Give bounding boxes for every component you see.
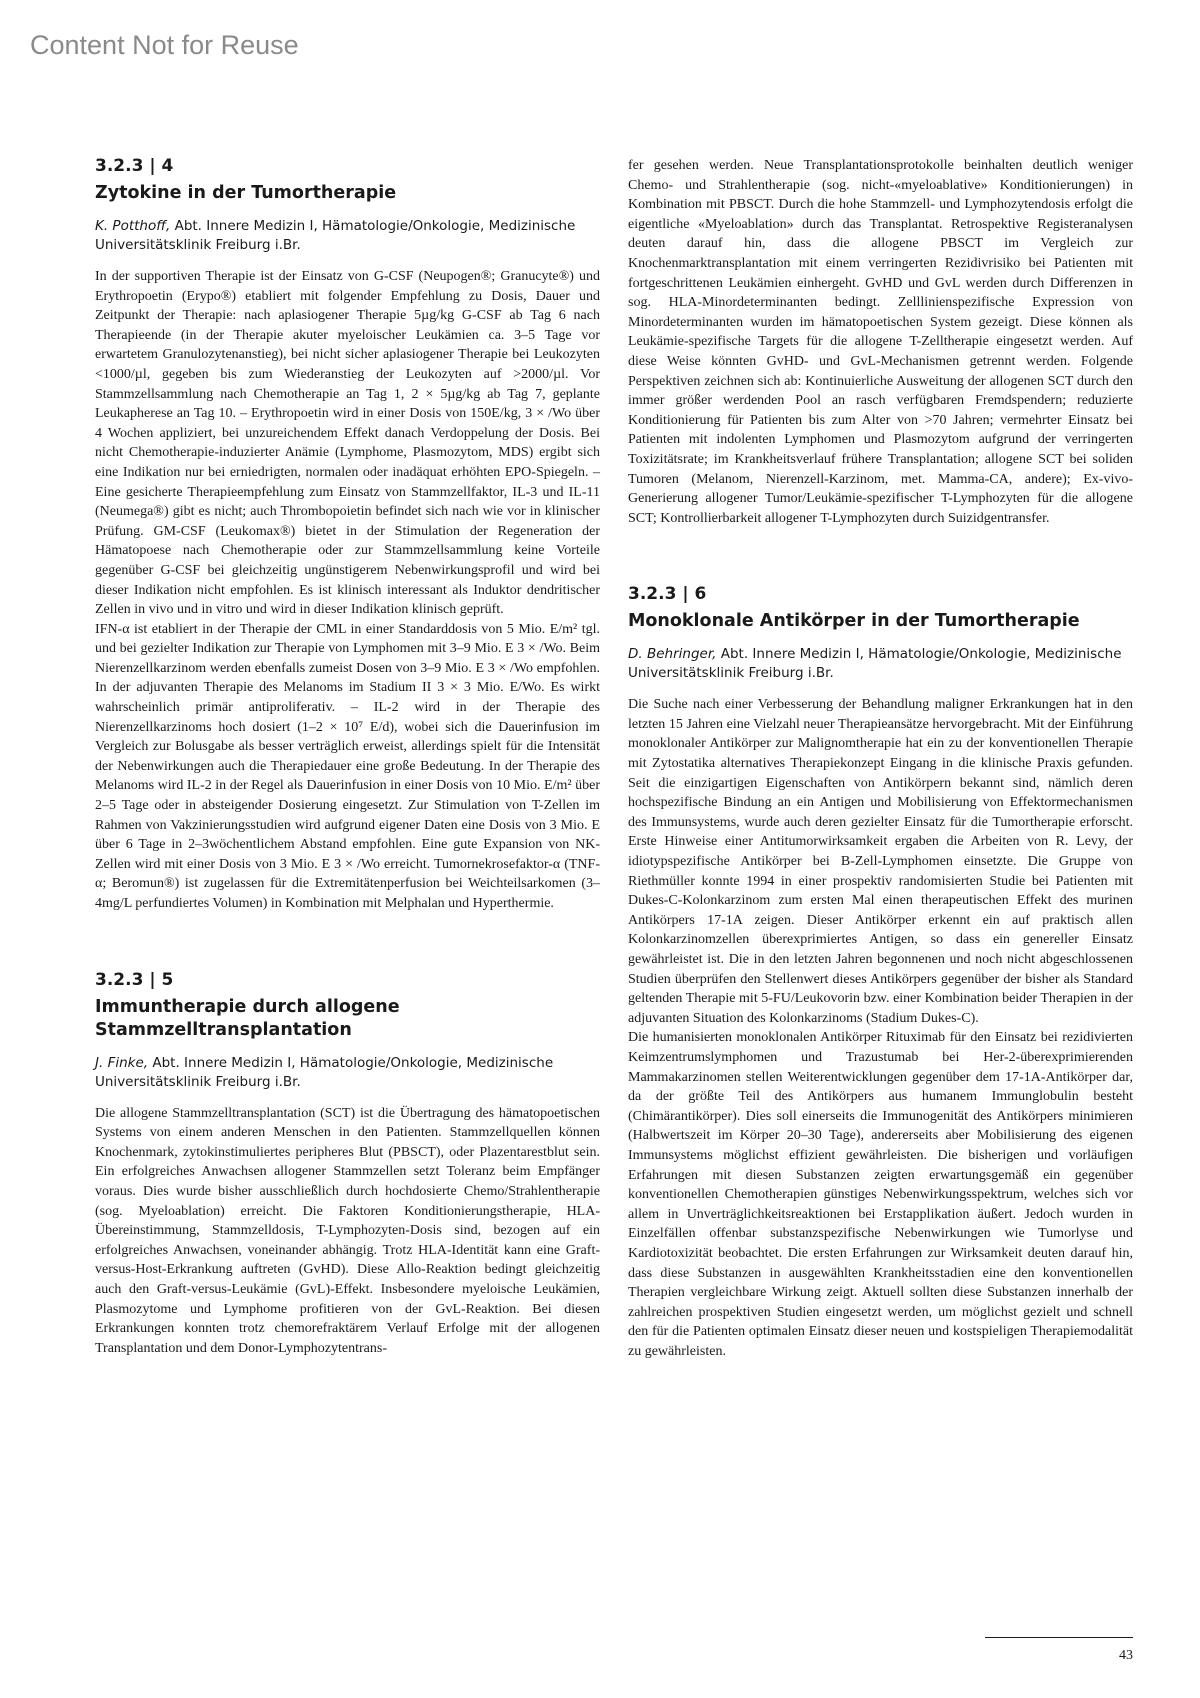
left-column: [95, 156, 600, 1414]
section-number: 3.2.3 | 4: [95, 156, 174, 176]
section-number: 3.2.3 | 6: [628, 584, 707, 605]
author-line: [628, 645, 1133, 683]
section-title: Zytokine in der Tumortherapie: [95, 183, 397, 203]
author-affiliation: Abt. Innere Medizin I, Hämatologie/Onkologie, Medizinische Universitätsklinik Freiburg i.Br.: [95, 218, 576, 253]
paragraph: Die Suche nach einer Verbesserung der Behandlung maligner Erkrankungen hat in den letzten 15 Jahren eine Vielzahl neuer Therapieansätze hervorgebracht. Mit der Einführung monoklonaler Antikörper zur Malignomtherapie hat ein zu der konventionellen Therapie mit Zytostatika alternatives Therapiekonzept Eingang in die klinische Praxis gefunden. Seit die einzigartigen Eigenschaften von Antikörpern bekannt sind, nämlich deren hochspezifische Bindung an ein Antigen und Mobilisierung von Effektormechanismen des Immunsystems, wurde auch deren gezielter Einsatz für die Tumortherapie erforscht. Erste Hinweise einer Antitumorwirksamkeit ergaben die Arbeiten von R. Levy, der idiotypspezifische Antikörper bei B-Zell-Lymphomen einsetzte. Die Gruppe von Riethmüller konnte 1994 in einer prospektiv randomisierten Studie bei Patienten mit Dukes-C-Kolonkarzinom zum ersten Mal einen therapeutischen Effekt des murinen Antikörpers 17-1A zeigen. Dieser Antikörper erkennt ein auf praktisch allen Kolonkarzinomzellen überexprimiertes Antigen, so dass ein genereller Einsatz gewährleistet ist. Die in den letzten Jahren begonnenen und noch nicht abgeschlossenen Studien überprüfen den Stellenwert dieses Antikörpers gegenüber der bisher als Standard geltenden Therapie mit 5-FU/Leukovorin bzw. einer Kombination beider Therapien in der adjuvanten Situation des Kolonkarzinoms (Stadium Dukes-C).: [628, 697, 1133, 1026]
section-3-2-3-5-continued: [628, 156, 1133, 528]
author-affiliation: Abt. Innere Medizin I, Hämatologie/Onkologie, Medizinische Universitätsklinik Freiburg i.Br.: [628, 646, 1122, 682]
footer-rule: [985, 1637, 1133, 1638]
paragraph: IFN-α ist etabliert in der Therapie der CML in einer Standarddosis von 5 Mio. E/m² tgl. und bei gezielter Indikation zur Therapie von Lymphomen mit 3–9 Mio. E 3 × /Wo. Beim Nierenzellkarzinom werden ebenfalls zumeist Dosen von 3–9 Mio. E 3 × /Wo empfohlen. In der adjuvanten Therapie des Melanoms im Stadium II 3 × 3 Mio. E/Wo. Es wirkt wahrscheinlich primär antiproliferativ. – IL-2 wird in der Therapie des Nierenzellkarzinoms hoch dosiert (1–2 × 10⁷ E/d), wobei sich die Dauerinfusion im Vergleich zur Bolusgabe als besser verträglich erweist, allerdings spielt für die Intensität der Nebenwirkungen auch die Therapiedauer eine große Bedeutung. In der Therapie des Melanoms wird IL-2 in der Regel als Dauerinfusion in einer Dosis von 10 Mio. E/m² über 2–5 Tage oder in absteigender Dosierung eingesetzt. Zur Stimulation von T-Zellen im Rahmen von Vakzinierungsstudien wird aufgrund eigener Daten eine Dosis von 3 Mio. E über 6 Tage in 2–3wöchentlichem Abstand empfohlen. Eine gute Expansion von NK-Zellen wird mit einer Dosis von 3 Mio. E 3 × /Wo erreicht. Tumornekrosefaktor-α (TNF-α; Beromun®) ist zugelassen für die Extremitätenperfusion bei Weichteilsarkomen (3–4mg/L perfundiertes Volumen) in Kombination mit Melphalan und Hyperthermie.: [95, 621, 600, 911]
author-name: J. Finke,: [95, 1054, 149, 1071]
page-number: 43: [1119, 1648, 1133, 1663]
paragraph: Die humanisierten monoklonalen Antikörper Rituximab für den Einsatz bei rezidivierten Keimzentrumslymphomen und Trazustumab bei Her-2-überexprimierenden Mammakarzinomen stellen Weiterentwicklungen gegenüber dem 17-1A-Antikörper dar, da der größte Teil des Antikörpers aus humanem Immunglobulin besteht (Chimärantikörper). Dies soll einerseits die Immunogenität des Antikörpers minimieren (Halbwertszeit im Körper 20–30 Tage), andererseits aber Mobilisierung des eigenen Immunsystems möglichst effizient gewährleisten. Die bisherigen und vorläufigen Erfahrungen mit diesen Substanzen zeigten erwartungsgemäß ein gegenüber konventionellen Chemotherapien günstiges Nebenwirkungsspektrum, welches sich vor allem in Unverträglichkeitsreaktionen bei Erstapplikation äußert. Jedoch wurden in Einzelfällen offenbar substanzspezifische Nebenwirkungen wie Tumorlyse und Kardiotoxizität beobachtet. Die ersten Erfahrungen zur Wirksamkeit deuten darauf hin, dass diese Substanzen in ausgewählten Krankheitsstadien eine den konventionellen Therapien vergleichbare Wirkung zeigt. Aktuell sollten diese Substanzen innerhalb der zahlreichen prospektiven Studien eingesetzt werden, um möglichst gezielt und schnell den für die Patienten optimalen Einsatz dieser neuen und kostspieligen Therapiemodalität zu gewährleisten.: [628, 1030, 1133, 1359]
paragraph: Die allogene Stammzelltransplantation (SCT) ist die Übertragung des hämatopoetischen Systems von einem anderen Menschen in den Patienten. Stammzellquellen können Knochenmark, zytokinstimuliertes peripheres Blut (PBSCT), oder Plazentarestblut sein. Ein erfolgreiches Anwachsen allogener Stammzellen setzt Toleranz beim Empfänger voraus. Dies wurde bisher ausschließlich durch hochdosierte Chemo/Strahlentherapie (sog. Myeloablation) erreicht. Die Faktoren Konditionierungstherapie, HLA-Übereinstimmung, Stammzelldosis, T-Lymphozyten-Dosis sind, bezogen auf ein erfolgreiches Anwachsen, voneinander abhängig. Trotz HLA-Identität kann eine Graft-versus-Host-Erkrankung auftreten (GvHD). Diese Allo-Reaktion bedingt gleichzeitig auch den Graft-versus-Leukämie (GvL)-Effekt. Insbesondere myeloische Leukämien, Plasmozytome und Lymphome profitieren von der GvL-Reaktion. Bei diesen Erkrankungen konnten trotz chemorefraktärem Verlauf Erfolge mit der allogenen Transplantation und dem Donor-Lymphozytentrans-: [95, 1105, 600, 1356]
paragraph: fer gesehen werden. Neue Transplantationsprotokolle beinhalten deutlich weniger Chemo- und Strahlentherapie (sog. nicht-«myeloablative» Konditionierungen) in Kombination mit PBSCT. Durch die hohe Stammzell- und Lymphozytendosis erfolgt die eigentliche «Myeloablation» durch das Transplantat. Retrospektive Registeranalysen deuten darauf hin, dass die allogene PBSCT im Vergleich zur Knochenmarktransplantation mit einem verringerten Rezidivrisiko bei Patienten mit fortgeschrittenen Leukämien einhergeht. GvHD und GvL werden durch Differenzen in sog. HLA-Minordeterminanten bedingt. Zelllinienspezifische Expression von Minordeterminanten wurden im hämatopoetischen System gezeigt. Diese können als Leukämie-spezifische Targets für die allogene T-Zelltherapie eingesetzt werden. Auf diese Weise könnten GvHD- und GvL-Mechanismen getrennt werden. Folgende Perspektiven zeichnen sich ab: Kontinuierliche Ausweitung der allogenen SCT durch den immer größer werdenden Pool an rasch verfügbaren Fremdspendern; reduzierte Konditionierung für Patienten bis zum Alter von >70 Jahren; vermehrter Einsatz bei Patienten mit indolenten Lymphomen und Plasmozytom aufgrund der verringerten Toxizitätsrate; im Krankheitsverlauf frühere Transplantation; allogene SCT bei soliden Tumoren (Melanom, Nierenzell-Karzinom, met. Mamma-CA, andere); Ex-vivo-Generierung allogener Tumor/Leukämie-spezifischer T-Lymphozyten für die allogene SCT; Kontrollierbarkeit allogener T-Lymphozyten durch Suizidgentransfer.: [628, 158, 1133, 526]
right-column: [628, 156, 1133, 1417]
section-body: [95, 1104, 600, 1359]
section-body: [95, 267, 600, 914]
section-title: Monoklonale Antikörper in der Tumortherapie: [628, 611, 1080, 632]
section-body: [628, 695, 1133, 1361]
author-name: K. Potthoff,: [95, 218, 171, 234]
author-affiliation: Abt. Innere Medizin I, Hämatologie/Onkologie, Medizinische Universitätsklinik Freiburg i.Br.: [95, 1054, 554, 1090]
section-3-2-3-4: [95, 156, 600, 914]
author-line: [95, 217, 600, 255]
author-name: D. Behringer,: [628, 646, 717, 663]
section-body: [628, 156, 1133, 528]
section-3-2-3-5: [95, 970, 600, 1359]
watermark: Content Not for Reuse: [30, 30, 299, 60]
author-line: [95, 1054, 600, 1092]
section-number: 3.2.3 | 5: [95, 969, 174, 990]
section-3-2-3-6: [628, 584, 1133, 1361]
paragraph: In der supportiven Therapie ist der Einsatz von G-CSF (Neupogen®; Granucyte®) und Erythropoetin (Erypo®) etabliert mit folgender Empfehlung zu Dosis, Dauer und Zeitpunkt der Therapie: nach aplasiogener Therapie 5µg/kg G-CSF ab Tag 6 nach Therapieende (in der Therapie akuter myeloischer Leukämien ca. 3–5 Tage vor erwartetem Granulozytenanstieg), bei nicht sicher aplasiogener Therapie bei Leukozyten <1000/µl, gegeben bis zum Wiederanstieg der Leukozyten auf >2000/µl. Vor Stammzellsammlung nach Chemotherapie an Tag 1, 2 × 5µg/kg ab Tag 7, geplante Leukapherese an Tag 10. – Erythropoetin wird in einer Dosis von 150E/kg, 3 × /Wo über 4 Wochen appliziert, bei unzureichendem Effekt danach Verdoppelung der Dosis. Bei nicht Chemotherapie-induzierter Anämie (Lymphome, Plasmozytom, MDS) ergibt sich eine Indikation nur bei erniedrigten, normalen oder inadäquat erhöhten EPO-Spiegeln. – Eine gesicherte Therapieempfehlung zum Einsatz von Stammzellfaktor, IL-3 und IL-11 (Neumega®) gibt es nicht; auch Thrombopoietin befindet sich nach wie vor in klinischer Prüfung. GM-CSF (Leukomax®) bietet in der Stimulation der Regeneration der Hämatopoese nach Chemotherapie oder zur Stammzellsammlung keine Vorteile gegenüber G-CSF bei gleichzeitig ungünstigerem Nebenwirkungsprofil und wird bei dieser Indikation nicht empfohlen. Es ist klinisch interessant als Induktor dendritischer Zellen in vivo und in vitro und wird in dieser Indikation klinisch geprüft.: [95, 269, 600, 618]
section-title: Immuntherapie durch allogene Stammzelltransplantation: [95, 996, 400, 1040]
